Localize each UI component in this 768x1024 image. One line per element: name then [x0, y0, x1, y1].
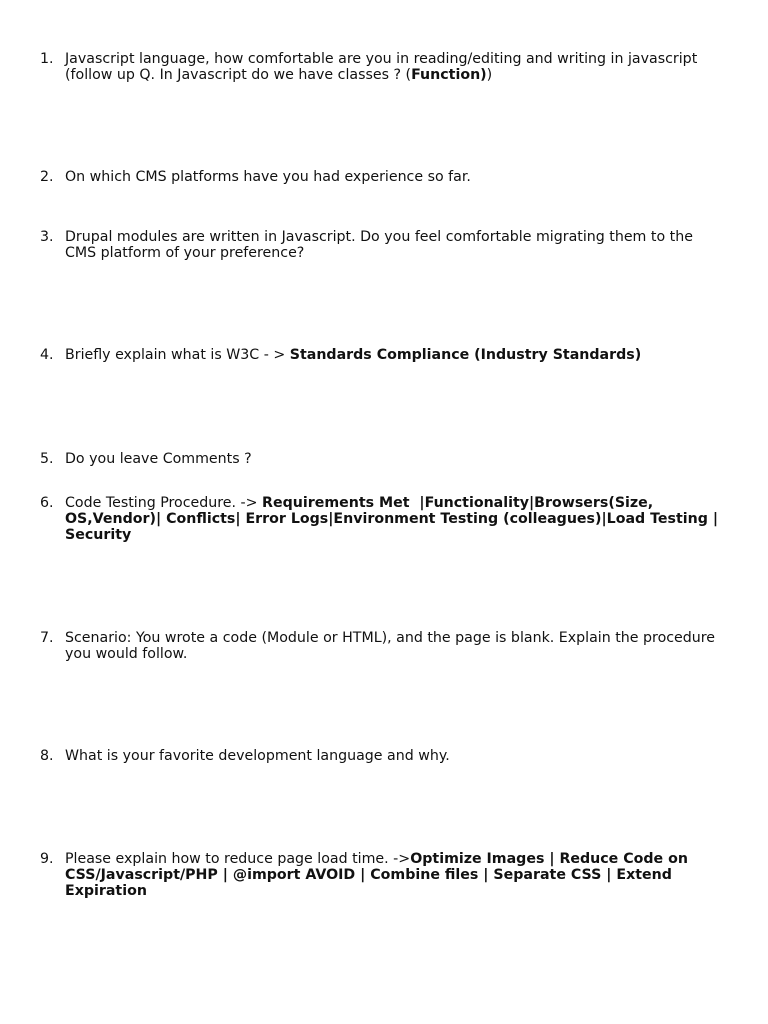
- question-text: [65, 347, 728, 363]
- question-answer-bold: Function): [411, 67, 487, 83]
- question-text: [65, 169, 728, 185]
- question-text-part: Please explain how to reduce page load time. ->: [65, 851, 411, 867]
- question-text: [65, 748, 728, 764]
- question-answer-bold: Optimize Images | Reduce Code on CSS/Javascript/PHP | @import AVOID | Combine files | Separate CSS | Extend Expiration: [65, 851, 688, 899]
- question-text-part: Briefly explain what is W3C - >: [65, 347, 290, 363]
- question-3: [40, 229, 728, 261]
- question-text-part: Code Testing Procedure. ->: [65, 495, 263, 511]
- question-text-part: Scenario: You wrote a code (Module or HTML), and the page is blank. Explain the procedure you would follow.: [65, 630, 716, 662]
- question-number: 8.: [40, 748, 54, 764]
- question-2: [40, 169, 728, 185]
- question-text-part: Drupal modules are written in Javascript. Do you feel comfortable migrating them to the CMS platform of your preference?: [65, 229, 693, 261]
- question-text: [65, 451, 728, 467]
- question-9: [40, 851, 728, 899]
- question-5: [40, 451, 728, 467]
- question-text: [65, 851, 728, 899]
- question-text: [65, 229, 728, 261]
- question-text: [65, 630, 728, 662]
- question-text-part: On which CMS platforms have you had experience so far.: [65, 169, 471, 185]
- question-number: 3.: [40, 229, 54, 245]
- question-text-part: Javascript language, how comfortable are you in reading/editing and writing in javascript (follow up Q. In Javascript do we have classes ? (: [65, 51, 698, 83]
- question-number: 5.: [40, 451, 54, 467]
- question-number: 2.: [40, 169, 54, 185]
- question-1: [40, 51, 728, 83]
- question-text: [65, 495, 728, 543]
- question-4: [40, 347, 728, 363]
- question-number: 9.: [40, 851, 54, 867]
- question-7: [40, 630, 728, 662]
- question-text-part: Do you leave Comments ?: [65, 451, 252, 467]
- question-8: [40, 748, 728, 764]
- question-text-part: What is your favorite development language and why.: [65, 748, 450, 764]
- question-text: [65, 51, 728, 83]
- question-number: 1.: [40, 51, 54, 67]
- question-number: 7.: [40, 630, 54, 646]
- question-text-part: ): [486, 67, 493, 83]
- question-number: 4.: [40, 347, 54, 363]
- question-number: 6.: [40, 495, 54, 511]
- question-answer-bold: Requirements Met |Functionality|Browsers(Size, OS,Vendor)| Conflicts| Error Logs|Environment Testing (colleagues)|Load Testing | Security: [65, 495, 723, 543]
- question-answer-bold: Standards Compliance (Industry Standards): [289, 347, 642, 363]
- question-6: [40, 495, 728, 543]
